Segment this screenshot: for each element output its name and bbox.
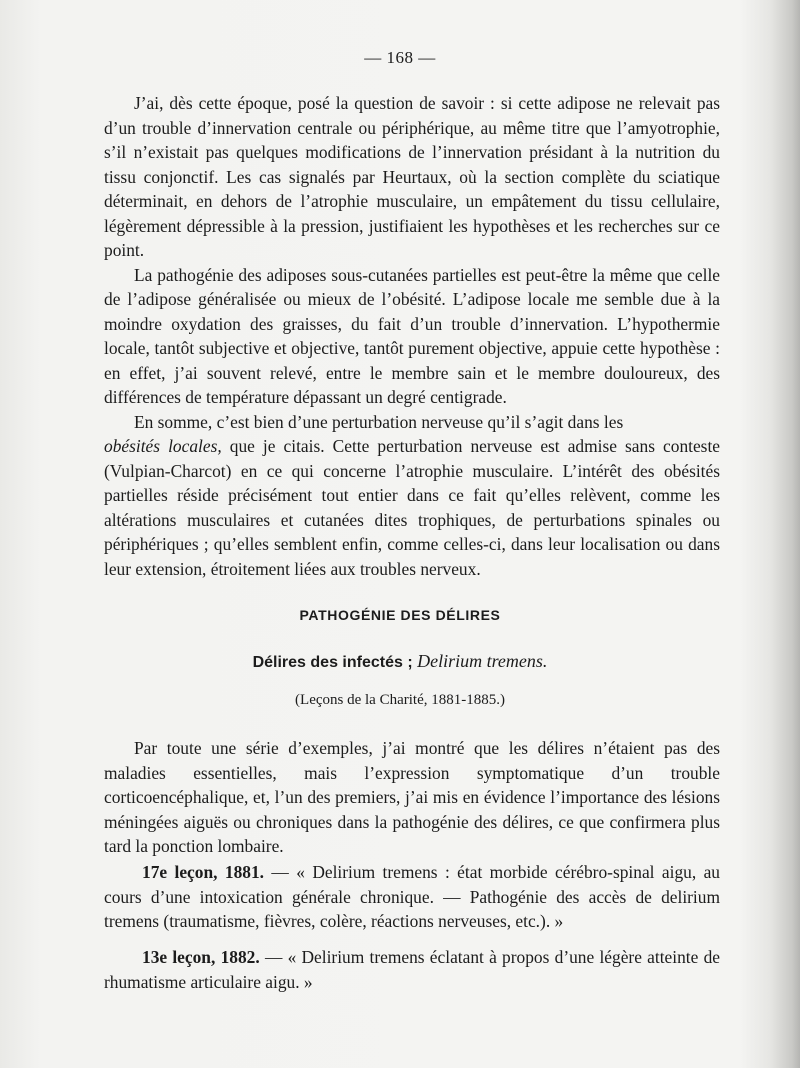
page-number: — 168 — [364, 48, 436, 67]
section-heading: PATHOGÉNIE DES DÉLIRES [299, 607, 501, 623]
lecture-paragraph [104, 860, 720, 934]
intro-block [104, 736, 720, 859]
paragraph-3 [104, 410, 720, 582]
lecture-entry [104, 945, 720, 994]
lecture-heading: 13e leçon, 1882. [142, 947, 260, 967]
intro-paragraph: Par toute une série d’exemples, j’ai montré que les délires n’étaient pas des maladies essentielles, mais l’expression symptomatique d’un trouble corticoencéphalique, et, l’un des premiers, j’ai mis en évidence l’importance des lésions méningées aiguës ou chroniques dans la pathogénie des délires, ce que confirmera plus tard la ponction lombaire. [104, 738, 720, 856]
subsection-separator: ; [402, 654, 418, 671]
lecture-text: — « Delirium tremens : état morbide cérébro-spinal aigu, au cours d’une intoxication générale chronique. — Pathogénie des accès de delirium tremens (traumatisme, fièvres, colère, réactions nerveuses, etc.). » [104, 862, 721, 931]
paragraph-3-start: En somme, c’est bien d’une perturbation nerveuse qu’il s’agit dans les [134, 411, 624, 432]
lecture-paragraph [104, 945, 720, 994]
body-text [104, 91, 720, 581]
lecture-text: — « Delirium tremens éclatant à propos d’une légère atteinte de rhumatisme articulaire aigu. » [104, 947, 720, 992]
subsection-bold: Délires des infectés [252, 654, 403, 671]
source-reference: (Leçons de la Charité, 1881-1885.) [295, 692, 505, 708]
lecture-entry [104, 860, 720, 934]
subsection-italic: Delirium tremens. [417, 651, 548, 671]
paragraph-1: J’ai, dès cette époque, posé la question de savoir : si cette adipose ne relevait pas d’un trouble d’innervation centrale ou périphérique, au même titre que l’amyotrophie, s’il n’existait pas quelques modifications de l’innervation présidant à la nutrition du tissu conjonctif. Les cas signalés par Heurtaux, où la section complète du sciatique déterminait, en dehors de l’atrophie musculaire, un empâtement du tissu cellulaire, légèrement dépressible à la pression, justifiaient les hypothèses et les recherches sur ce point. [104, 93, 720, 260]
paragraph-3-rest: que je citais. Cette perturbation nerveuse est admise sans conteste (Vulpian-Charcot) en ce qui concerne l’atrophie musculaire. L’intérêt des obésités partielles réside précisément tout entier dans ce fait qu’elles relèvent, comme les altérations musculaires et cutanées dites trophiques, de perturbations spinales ou périphériques ; qu’elles semblent enfin, comme celles-ci, dans leur localisation ou dans leur extension, étroitement liées aux troubles nerveux. [104, 436, 721, 579]
paragraph-3-italic: obésités locales, [104, 436, 222, 456]
lecture-heading: 17e leçon, 1881. [142, 862, 265, 882]
subsection-heading [0, 651, 800, 672]
paragraph-2: La pathogénie des adiposes sous-cutanées partielles est peut-être la même que celle de l’adipose généralisée ou mieux de l’obésité. L’adipose locale me semble due à la moindre oxydation des graisses, du fait d’un trouble d’innervation. L’hypothermie locale, tantôt subjective et objective, tantôt purement objective, appuie cette hypothèse : en effet, j’ai souvent relevé, entre le membre sain et le membre douloureux, des différences de température dépassant un degré centigrade. [104, 264, 720, 407]
